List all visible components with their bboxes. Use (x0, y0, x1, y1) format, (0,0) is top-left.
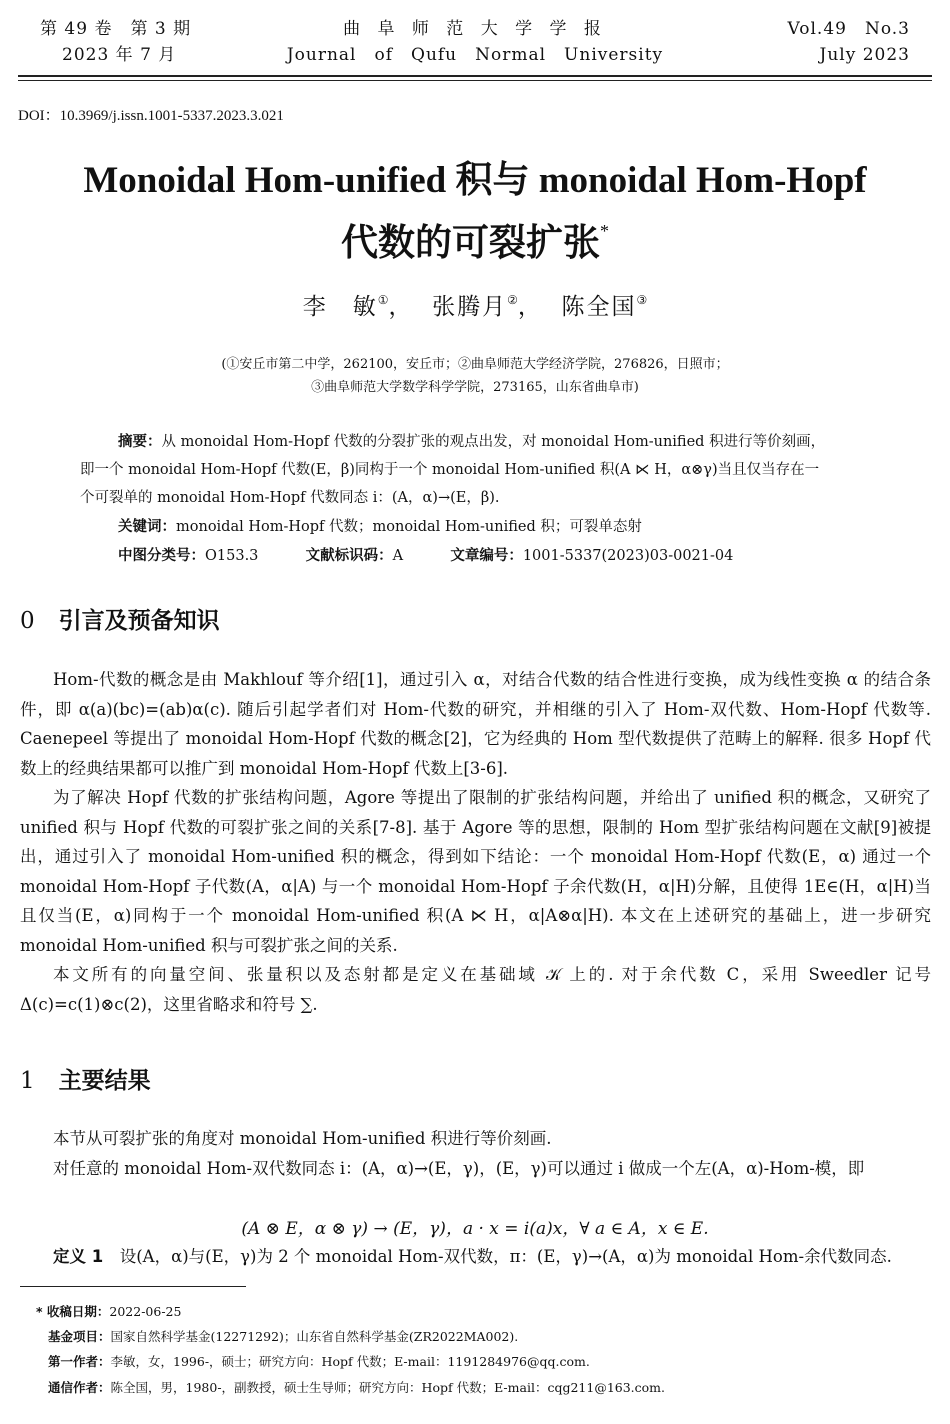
publication-date-en: July 2023 (819, 45, 910, 65)
doi[interactable]: DOI：10.3969/j.issn.1001-5337.2023.3.021 (18, 108, 284, 124)
fund-label: 基金项目： (48, 1329, 111, 1344)
header-rule-thick (18, 75, 932, 77)
fund-value: 国家自然科学基金(12271292)；山东省自然科学基金(ZR2022MA002). (110, 1329, 519, 1344)
affiliation-line1: (①安丘市第二中学，262100，安丘市；②曲阜师范大学经济学院，276826，日照市； (221, 357, 729, 372)
volume-issue: 第 49 卷 第 3 期 (40, 19, 192, 39)
footnote-fund (48, 1325, 518, 1349)
keywords-label: 关键词： (118, 519, 176, 535)
journal-name (250, 16, 700, 68)
clc-value: O153.3 (205, 548, 259, 564)
definition-1 (20, 1242, 931, 1272)
journal-name-cn: 曲 阜 师 范 大 学 学 报 (343, 19, 607, 39)
definition-paragraph (20, 1242, 931, 1272)
section-1-heading (20, 1062, 151, 1095)
volume-issue-en: Vol.49 No.3 (787, 19, 910, 39)
abstract-line1 (118, 428, 825, 456)
author-affil-mark: ① (377, 293, 389, 307)
section-0-body (20, 665, 931, 1019)
doc-code-value: A (392, 548, 404, 564)
publication-date: 2023 年 7 月 (62, 45, 177, 65)
first-author-value: 李敏，女，1996-，硕士；研究方向：Hopf 代数；E-mail：1191284976@qq.com. (110, 1354, 590, 1369)
abstract-line2: 即一个 monoidal Hom-Hopf 代数(E，β)同构于一个 monoidal Hom-unified 积(A ⋉ H，α⊗γ)当且仅当存在一 (80, 462, 820, 478)
classification-codes (118, 542, 733, 570)
article-number-label: 文章编号： (450, 548, 523, 564)
footnote-corresponding-author (48, 1376, 665, 1400)
author-affil-mark: ③ (636, 293, 648, 307)
paragraph: 本节从可裂扩张的角度对 monoidal Hom-unified 积进行等价刻画. (53, 1129, 552, 1148)
journal-volume-info (40, 16, 191, 68)
section-number: 1 (20, 1068, 35, 1094)
definition-label: 定义 1 (53, 1247, 104, 1266)
section-1-body (20, 1124, 931, 1183)
abstract-label: 摘要： (118, 434, 162, 450)
author-affil-mark: ② (507, 293, 518, 307)
footnote-first-author (48, 1350, 590, 1374)
abstract-line3: 个可裂单的 monoidal Hom-Hopf 代数同态 i：(A，α)→(E，β). (80, 490, 500, 506)
author-name: 张腾月 (432, 294, 508, 320)
corresponding-author-value: 陈全国，男，1980-，副教授，硕士生导师；研究方向：Hopf 代数；E-mail：cqg211@163.com. (110, 1380, 666, 1395)
paragraph: 本文所有的向量空间、张量积以及态射都是定义在基础域 𝒦 上的. 对于余代数 C，采用 Sweedler 记号 Δ(c)=c(1)⊗c(2)，这里省略求和符号 ∑. (20, 965, 931, 1014)
paragraph: Hom-代数的概念是由 Makhlouf 等介绍[1]，通过引入 α，对结合代数的结合性进行变换，成为线性变换 α 的结合条件，即 α(a)(bc)=(ab)α(c). 随后引起学者们对 Hom-代数的研究，并相继的引入了 Hom-双代数、Hom-Hopf 代数等. Caenepeel 等提出了 monoidal Hom-Hopf 代数的概念[2]，它为经典的 Hom 型代数提供了范畴上的解释. 很多 Hopf 代数上的经典结果都可以推广到 monoidal Hom-Hopf 代数上[3-6]. (20, 670, 931, 778)
affiliation-line2: ③曲阜师范大学数学科学学院，273165，山东省曲阜市) (311, 380, 639, 395)
section-number: 0 (20, 608, 35, 634)
keywords (118, 513, 642, 541)
article-number-value: 1001-5337(2023)03-0021-04 (522, 548, 734, 564)
received-label: * 收稿日期： (36, 1304, 110, 1319)
section-0-heading (20, 602, 220, 635)
doc-code-label: 文献标识码： (305, 548, 393, 564)
paragraph: 为了解决 Hopf 代数的扩张结构问题，Agore 等提出了限制的扩张结构问题，并给出了 unified 积的概念，又研究了 unified 积与 Hopf 代数的可裂扩张之间的关系[7-8]. 基于 Agore 等的思想，限制的 Hom 型扩张结构问题在文献[9]被提出，通过引入了 monoidal Hom-unified 积的概念，得到如下结论：一个 monoidal Hom-Hopf 代数(E，α) 通过一个 monoidal Hom-Hopf 子代数(A，α|A) 与一个 monoidal Hom-Hopf 子余代数(H，α|H)分解，且使得 1E∈(H，α|H)当且仅当(E，α)同构于一个 monoidal Hom-unified 积(A ⋉ H，α|A⊗α|H). 本文在上述研究的基础上，进一步研究 monoidal Hom-unified 积与可裂扩张之间的关系. (20, 788, 931, 955)
paragraph: 对任意的 monoidal Hom-双代数同态 i：(A，α)→(E，γ)，(E，γ)可以通过 i 做成一个左(A，α)-Hom-模，即 (53, 1158, 865, 1178)
received-value: 2022-06-25 (109, 1304, 182, 1319)
definition-text: 设(A，α)与(E，γ)为 2 个 monoidal Hom-双代数，π：(E，γ)→(A，α)为 monoidal Hom-余代数同态. (119, 1247, 892, 1266)
header-rule-thin (18, 80, 932, 81)
keywords-text: monoidal Hom-Hopf 代数；monoidal Hom-unified 积；可裂单态射 (176, 519, 642, 535)
section-title: 引言及预备知识 (58, 608, 220, 634)
footnote-received (36, 1300, 181, 1324)
author-list: 李 敏①， 张腾月②， 陈全国③ (302, 293, 648, 320)
journal-name-en: Journal of Qufu Normal University (286, 45, 664, 65)
paper-title-line1: Monoidal Hom-unified 积与 monoidal Hom-Hopf (83, 160, 867, 201)
paper-title-text: 代数的可裂扩张 (341, 223, 600, 264)
section-title: 主要结果 (58, 1068, 151, 1094)
corresponding-author-label: 通信作者： (48, 1380, 111, 1395)
journal-volume-en (788, 16, 910, 68)
author-name: 陈全国 (561, 294, 637, 320)
display-formula: (A ⊗ E，α ⊗ γ) → (E，γ)，a · x = i(a)x，∀ a ∈ A，x ∈ E. (241, 1219, 709, 1239)
clc-label: 中图分类号： (118, 548, 205, 564)
footnote-rule (20, 1286, 246, 1287)
paper-title-line2 (0, 206, 950, 269)
title-footnote-mark: * (600, 221, 609, 241)
first-author-label: 第一作者： (48, 1354, 111, 1369)
abstract-text: 从 monoidal Hom-Hopf 代数的分裂扩张的观点出发，对 monoidal Hom-unified 积进行等价刻画， (161, 434, 826, 450)
author-name: 李 敏 (302, 294, 378, 320)
